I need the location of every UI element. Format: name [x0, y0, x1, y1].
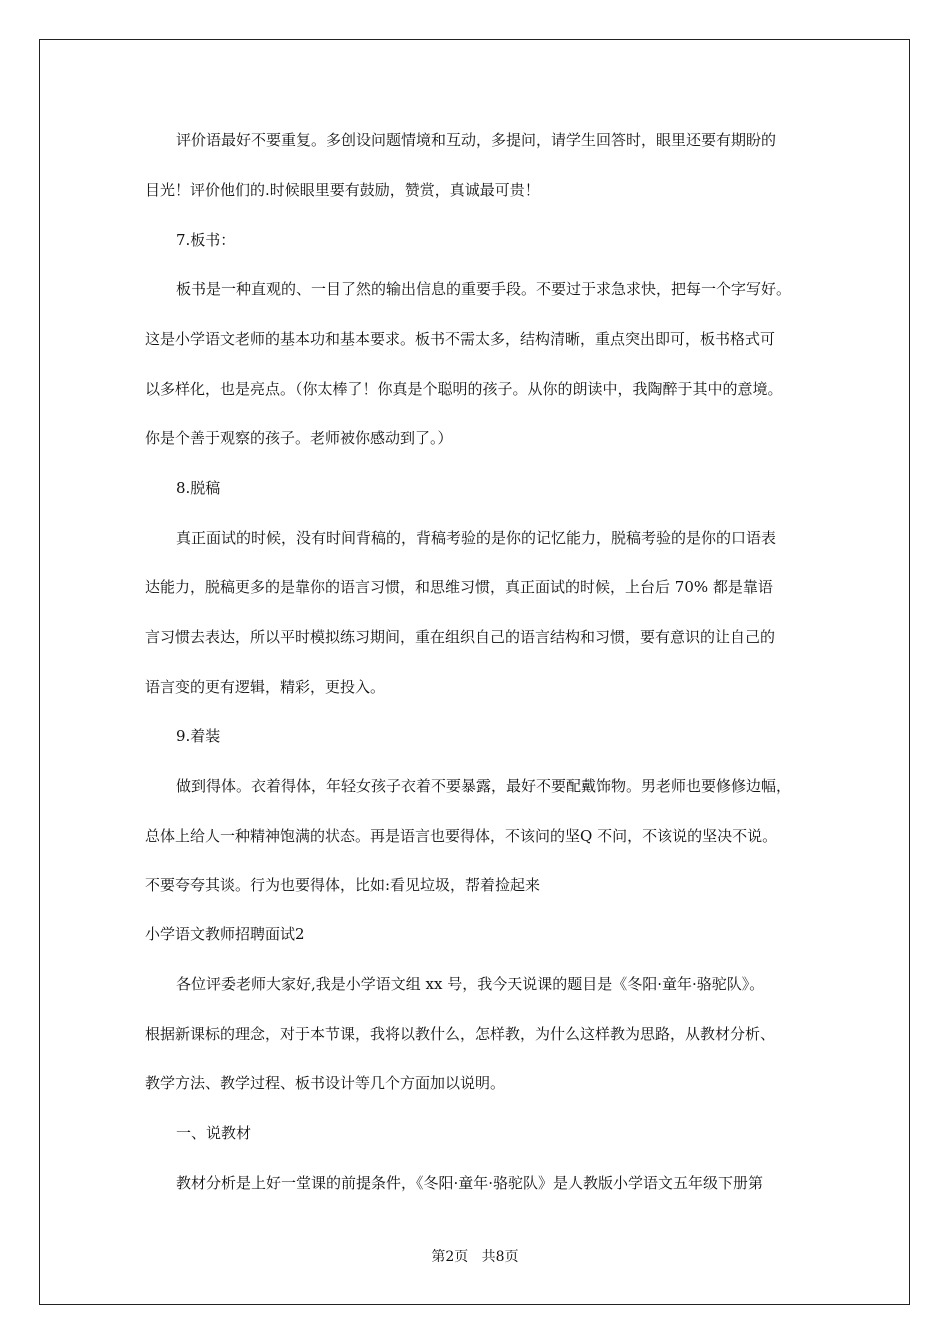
- page-footer: [0, 1248, 950, 1266]
- text-line: 真正面试的时候，没有时间背稿的，背稿考验的是你的记忆能力，脱稿考验的是你的口语表: [176, 529, 777, 547]
- section-heading: 8.脱稿: [176, 479, 221, 497]
- text-line: 你是个善于观察的孩子。老师被你感动到了。）: [145, 429, 453, 447]
- text-line: 做到得体。衣着得体，年轻女孩子衣着不要暴露，最好不要配戴饰物。男老师也要修修边幅，: [176, 777, 792, 795]
- text-line: 以多样化，也是亮点。（你太棒了！你真是个聪明的孩子。从你的朗读中，我陶醉于其中的意境。: [145, 380, 783, 398]
- document-title: 小学语文教师招聘面试2: [145, 925, 305, 943]
- text-line: 语言变的更有逻辑，精彩，更投入。: [145, 678, 386, 696]
- text-line: 这是小学语文老师的基本功和基本要求。板书不需太多，结构清晰，重点突出即可，板书格式可: [145, 330, 776, 348]
- page-total: 共8页: [481, 1249, 519, 1265]
- text-line: 不要夸夸其谈。行为也要得体，比如:看见垃圾，帮着捡起来: [145, 876, 541, 894]
- text-line: 教学方法、教学过程、板书设计等几个方面加以说明。: [145, 1074, 506, 1092]
- text-line: 达能力，脱稿更多的是靠你的语言习惯，和思维习惯，真正面试的时候，上台后 70% 都是靠语: [145, 578, 773, 596]
- text-line: 各位评委老师大家好,我是小学语文组 xx 号，我今天说课的题目是《冬阳·童年·骆驼队》。: [176, 975, 765, 993]
- text-line: 评价语最好不要重复。多创设问题情境和互动，多提问，请学生回答时，眼里还要有期盼的: [176, 131, 777, 149]
- page-number: 第2页: [431, 1249, 469, 1265]
- text-line: 目光！评价他们的.时候眼里要有鼓励，赞赏，真诚最可贵！: [145, 181, 540, 199]
- section-heading: 9.着装: [176, 727, 221, 745]
- text-line: 教材分析是上好一堂课的前提条件，《冬阳·童年·骆驼队》是人教版小学语文五年级下册第: [176, 1174, 764, 1192]
- text-line: 根据新课标的理念，对于本节课，我将以教什么，怎样教，为什么这样教为思路，从教材分析、: [145, 1025, 776, 1043]
- section-heading: 一、说教材: [176, 1124, 252, 1142]
- text-line: 总体上给人一种精神饱满的状态。再是语言也要得体，不该问的坚Q 不问，不该说的坚决不说。: [145, 827, 778, 845]
- text-line: 板书是一种直观的、一目了然的输出信息的重要手段。不要过于求急求快，把每一个字写好。: [176, 280, 792, 298]
- page-frame: [39, 39, 910, 1305]
- section-heading: 7.板书：: [176, 231, 236, 249]
- text-line: 言习惯去表达，所以平时模拟练习期间，重在组织自己的语言结构和习惯，要有意识的让自己的: [145, 628, 776, 646]
